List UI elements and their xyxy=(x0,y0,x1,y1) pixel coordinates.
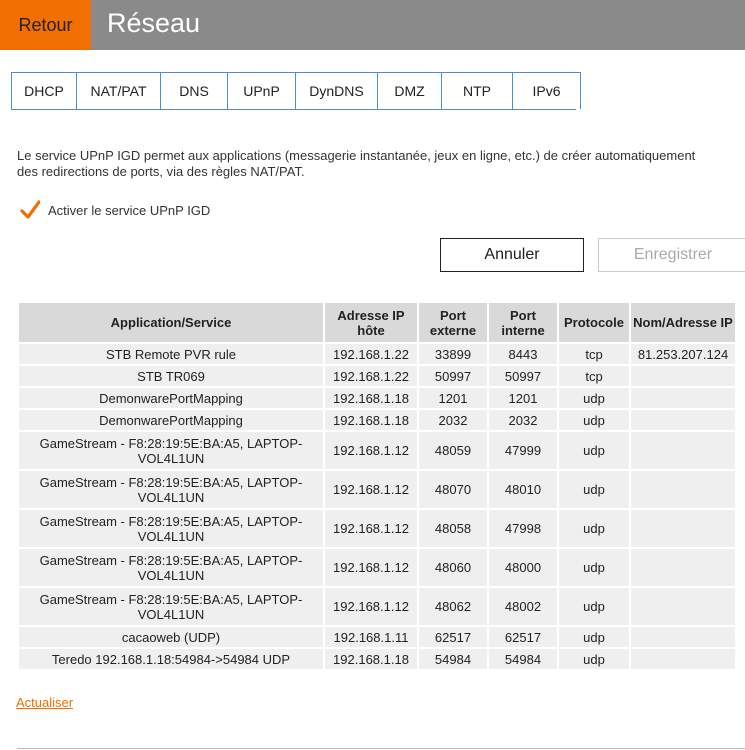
cell-application: GameStream - F8:28:19:5E:BA:A5, LAPTOP-VOL4L1UN xyxy=(19,471,323,508)
cell-application: Teredo 192.168.1.18:54984->54984 UDP xyxy=(19,649,323,669)
cell-protocol: udp xyxy=(559,388,629,408)
upnp-enable-label: Activer le service UPnP IGD xyxy=(48,202,211,218)
cell-external-port: 54984 xyxy=(419,649,487,669)
cell-external-port: 48058 xyxy=(419,510,487,547)
cell-name-ip xyxy=(631,471,735,508)
tab-ipv6[interactable]: IPv6 xyxy=(513,73,581,109)
tab-dhcp[interactable]: DHCP xyxy=(11,73,77,109)
cell-host-ip: 192.168.1.18 xyxy=(325,410,417,430)
cell-protocol: tcp xyxy=(559,366,629,386)
cell-external-port: 33899 xyxy=(419,344,487,364)
cell-application: GameStream - F8:28:19:5E:BA:A5, LAPTOP-VOL4L1UN xyxy=(19,588,323,625)
cell-external-port: 1201 xyxy=(419,388,487,408)
table-row xyxy=(19,432,735,469)
cell-host-ip: 192.168.1.22 xyxy=(325,366,417,386)
cell-host-ip: 192.168.1.12 xyxy=(325,432,417,469)
col-header-application: Application/Service xyxy=(19,303,323,342)
cell-name-ip xyxy=(631,388,735,408)
table-row xyxy=(19,344,735,364)
table-row xyxy=(19,649,735,669)
tab-dns[interactable]: DNS xyxy=(161,73,228,109)
cell-protocol: udp xyxy=(559,432,629,469)
cell-host-ip: 192.168.1.12 xyxy=(325,471,417,508)
cell-internal-port: 54984 xyxy=(489,649,557,669)
cell-application: GameStream - F8:28:19:5E:BA:A5, LAPTOP-VOL4L1UN xyxy=(19,549,323,586)
refresh-link[interactable]: Actualiser xyxy=(16,695,74,710)
cell-protocol: udp xyxy=(559,649,629,669)
cell-protocol: udp xyxy=(559,410,629,430)
upnp-description: Le service UPnP IGD permet aux applications (messagerie instantanée, jeux en ligne, etc.) de créer automatiquement des redirections de ports, via des règles NAT/PAT. xyxy=(17,148,696,179)
cell-host-ip: 192.168.1.11 xyxy=(325,627,417,647)
cell-name-ip xyxy=(631,627,735,647)
cell-name-ip: 81.253.207.124 xyxy=(631,344,735,364)
cell-host-ip: 192.168.1.18 xyxy=(325,388,417,408)
cancel-button[interactable]: Annuler xyxy=(440,238,584,272)
cell-internal-port: 8443 xyxy=(489,344,557,364)
cell-application: cacaoweb (UDP) xyxy=(19,627,323,647)
cell-external-port: 48059 xyxy=(419,432,487,469)
footer-divider xyxy=(17,748,745,749)
cell-internal-port: 48010 xyxy=(489,471,557,508)
cell-external-port: 2032 xyxy=(419,410,487,430)
cell-application: GameStream - F8:28:19:5E:BA:A5, LAPTOP-VOL4L1UN xyxy=(19,510,323,547)
col-header-internal-port: Port interne xyxy=(489,303,557,342)
upnp-rules-table xyxy=(17,301,737,671)
cell-name-ip xyxy=(631,410,735,430)
cell-host-ip: 192.168.1.12 xyxy=(325,588,417,625)
tab-dyndns[interactable]: DynDNS xyxy=(296,73,378,109)
tab-upnp[interactable]: UPnP xyxy=(228,73,296,109)
cell-external-port: 62517 xyxy=(419,627,487,647)
tab-divider xyxy=(11,109,576,110)
cell-external-port: 48062 xyxy=(419,588,487,625)
cell-protocol: udp xyxy=(559,549,629,586)
table-row xyxy=(19,627,735,647)
col-header-name-ip: Nom/Adresse IP xyxy=(631,303,735,342)
cell-internal-port: 47998 xyxy=(489,510,557,547)
cell-application: GameStream - F8:28:19:5E:BA:A5, LAPTOP-VOL4L1UN xyxy=(19,432,323,469)
cell-host-ip: 192.168.1.12 xyxy=(325,549,417,586)
checkmark-icon[interactable] xyxy=(20,200,40,220)
cell-name-ip xyxy=(631,366,735,386)
cell-name-ip xyxy=(631,510,735,547)
top-bar xyxy=(0,0,745,50)
cell-internal-port: 50997 xyxy=(489,366,557,386)
table-row xyxy=(19,471,735,508)
table-row xyxy=(19,549,735,586)
cell-name-ip xyxy=(631,649,735,669)
cell-internal-port: 47999 xyxy=(489,432,557,469)
cell-protocol: tcp xyxy=(559,344,629,364)
table-row xyxy=(19,588,735,625)
cell-protocol: udp xyxy=(559,588,629,625)
cell-host-ip: 192.168.1.22 xyxy=(325,344,417,364)
cell-internal-port: 48000 xyxy=(489,549,557,586)
tab-bar xyxy=(11,72,581,110)
cell-protocol: udp xyxy=(559,510,629,547)
table-row xyxy=(19,410,735,430)
cell-external-port: 50997 xyxy=(419,366,487,386)
cell-name-ip xyxy=(631,549,735,586)
tab-ntp[interactable]: NTP xyxy=(442,73,513,109)
cell-external-port: 48070 xyxy=(419,471,487,508)
cell-application: STB Remote PVR rule xyxy=(19,344,323,364)
save-button[interactable]: Enregistrer xyxy=(598,238,745,272)
cell-internal-port: 1201 xyxy=(489,388,557,408)
cell-external-port: 48060 xyxy=(419,549,487,586)
cell-protocol: udp xyxy=(559,471,629,508)
table-row xyxy=(19,510,735,547)
col-header-host-ip: Adresse IP hôte xyxy=(325,303,417,342)
upnp-enable-row[interactable] xyxy=(20,200,210,220)
table-row xyxy=(19,388,735,408)
tab-nat-pat[interactable]: NAT/PAT xyxy=(77,73,161,109)
cell-name-ip xyxy=(631,432,735,469)
table-row xyxy=(19,366,735,386)
col-header-protocol: Protocole xyxy=(559,303,629,342)
page-title: Réseau xyxy=(107,8,201,38)
cell-application: DemonwarePortMapping xyxy=(19,388,323,408)
cell-internal-port: 48002 xyxy=(489,588,557,625)
col-header-external-port: Port externe xyxy=(419,303,487,342)
cell-internal-port: 62517 xyxy=(489,627,557,647)
cell-protocol: udp xyxy=(559,627,629,647)
cell-application: DemonwarePortMapping xyxy=(19,410,323,430)
back-button[interactable]: Retour xyxy=(0,0,91,50)
cell-internal-port: 2032 xyxy=(489,410,557,430)
cell-host-ip: 192.168.1.18 xyxy=(325,649,417,669)
tab-dmz[interactable]: DMZ xyxy=(378,73,442,109)
cell-name-ip xyxy=(631,588,735,625)
cell-host-ip: 192.168.1.12 xyxy=(325,510,417,547)
cell-application: STB TR069 xyxy=(19,366,323,386)
